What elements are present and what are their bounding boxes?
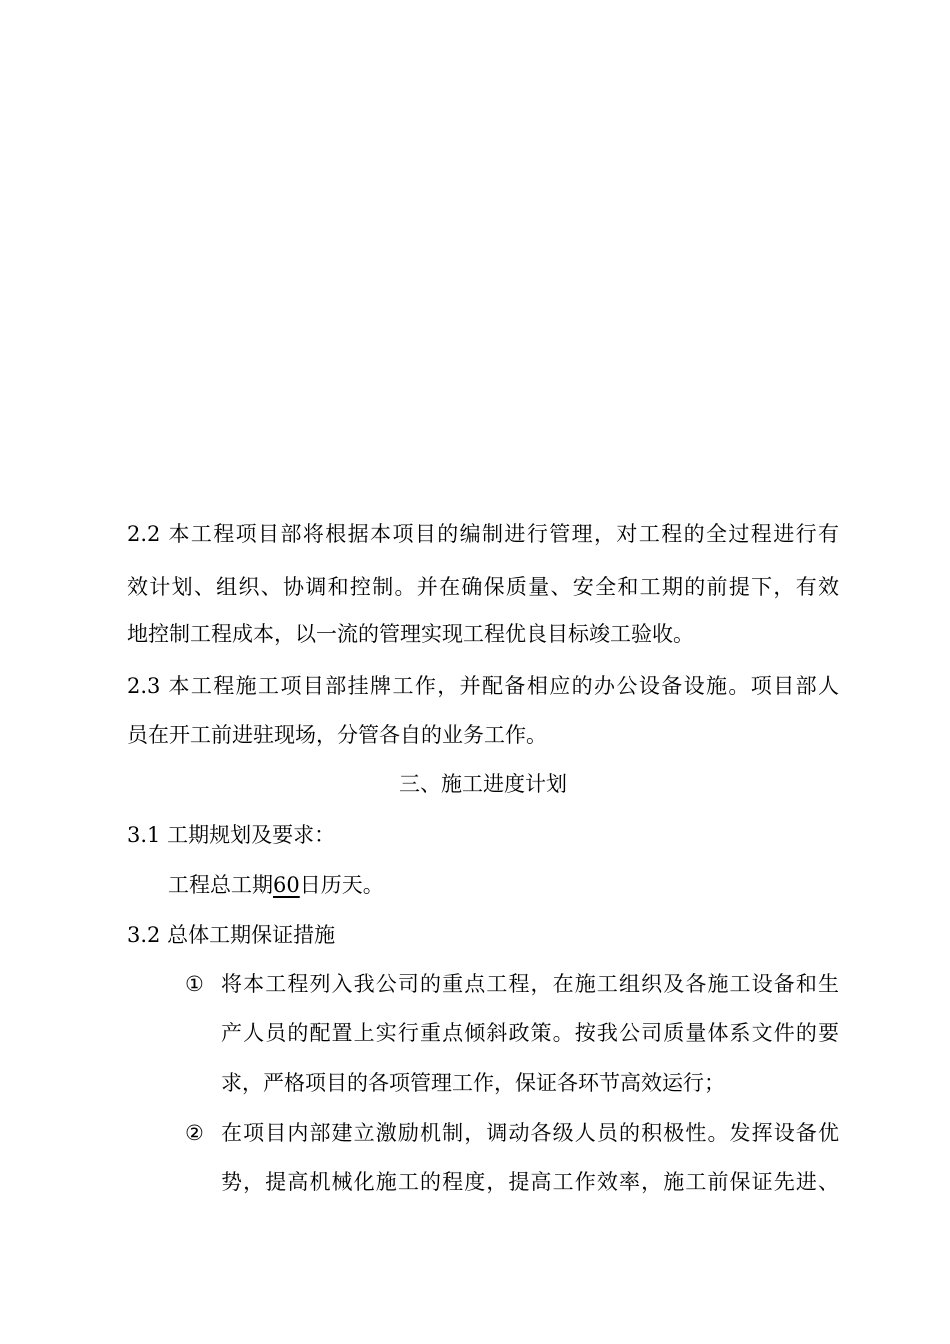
paragraph-2-3-line-2: 员在开工前进驻现场，分管各自的业务工作。 — [127, 723, 547, 747]
paragraph-2-3-line-1: 2.3 本工程施工项目部挂牌工作，并配备相应的办公设备设施。项目部人 — [127, 674, 839, 698]
total-duration-prefix: 工程总工期 — [168, 873, 273, 897]
total-duration-suffix: 日历天。 — [299, 873, 384, 897]
list-item-1-marker: ① — [185, 972, 204, 996]
list-item-2-line-2: 势，提高机械化施工的程度，提高工作效率，施工前保证先进、 — [221, 1170, 839, 1194]
chapter-3-heading: 三、施工进度计划 — [399, 772, 567, 796]
total-duration-value: 60 — [273, 873, 300, 897]
list-item-1-line-2: 产人员的配置上实行重点倾斜政策。按我公司质量体系文件的要 — [221, 1021, 839, 1045]
paragraph-2-2-line-3: 地控制工程成本，以一流的管理实现工程优良目标竣工验收。 — [127, 622, 694, 646]
list-item-1-line-3: 求，严格项目的各项管理工作，保证各环节高效运行； — [221, 1071, 725, 1095]
total-duration-line — [168, 870, 839, 900]
list-item-2-marker: ② — [185, 1121, 204, 1145]
section-3-2-heading: 3.2 总体工期保证措施 — [127, 923, 336, 947]
paragraph-2-2-line-2: 效计划、组织、协调和控制。并在确保质量、安全和工期的前提下，有效 — [127, 575, 839, 599]
list-item-2-line-1: 在项目内部建立激励机制，调动各级人员的积极性。发挥设备优 — [221, 1121, 839, 1145]
paragraph-2-2-line-1: 2.2 本工程项目部将根据本项目的编制进行管理，对工程的全过程进行有 — [127, 522, 839, 546]
section-3-1-heading: 3.1 工期规划及要求： — [127, 823, 336, 847]
list-item-1-line-1: 将本工程列入我公司的重点工程，在施工组织及各施工设备和生 — [221, 972, 839, 996]
